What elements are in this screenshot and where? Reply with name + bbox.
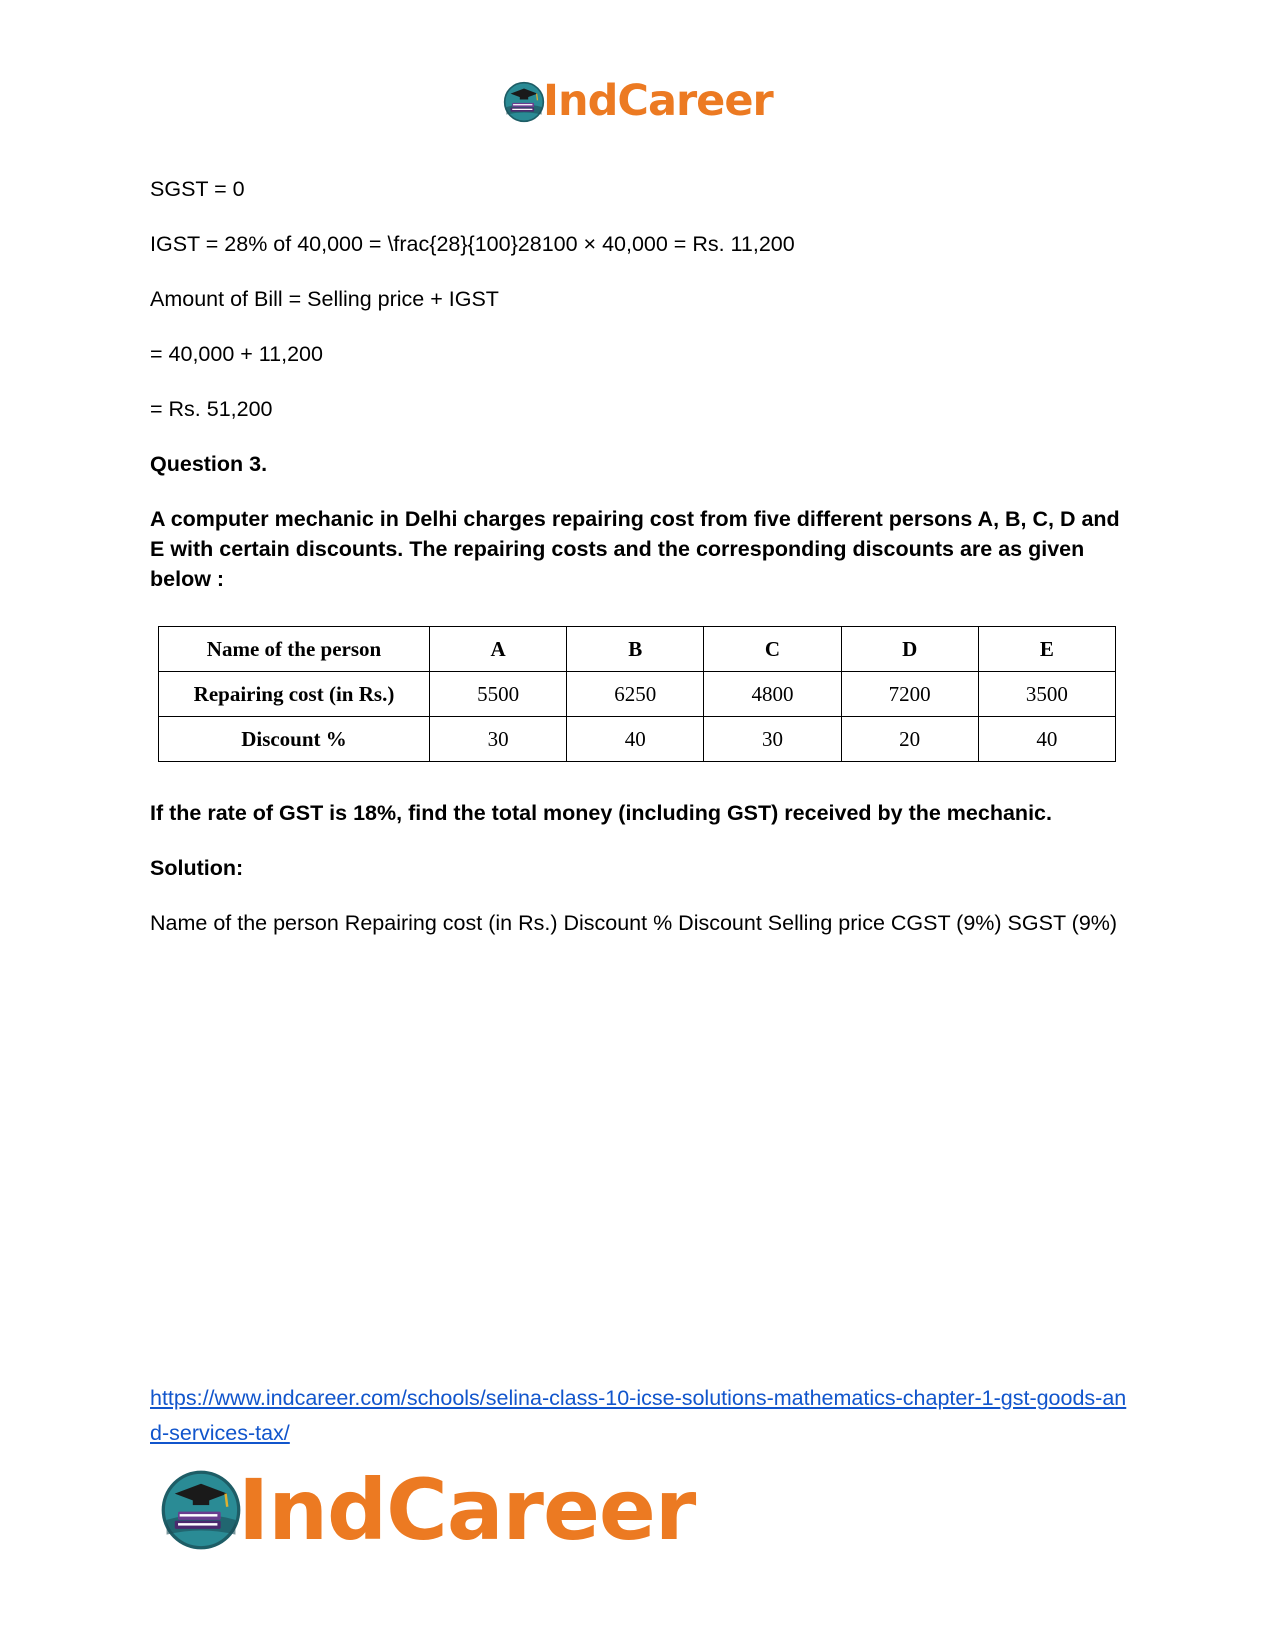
text-line: IGST = 28% of 40,000 = \frac{28}{100}28100 × 40,000 = Rs. 11,200 <box>150 232 795 256</box>
document-body <box>150 174 1130 938</box>
source-url-link[interactable]: https://www.indcareer.com/schools/selina-class-10-icse-solutions-mathematics-chapter-1-gst-goods-and-services-tax/ <box>150 1386 1127 1445</box>
table-cell: 5500 <box>430 672 567 717</box>
logo-emblem-icon <box>160 1469 242 1551</box>
question-text: A computer mechanic in Delhi charges repairing cost from five different persons A, B, C, D and E with certain discounts. The repairing costs and the corresponding discounts are as given below : <box>150 507 1120 591</box>
table-cell: 30 <box>704 717 841 762</box>
solution-label: Solution: <box>150 856 244 880</box>
table-row <box>159 717 1116 762</box>
table-header-cell: Name of the person <box>159 627 430 672</box>
table-cell: 30 <box>430 717 567 762</box>
text-line: Amount of Bill = Selling price + IGST <box>150 287 499 311</box>
table-cell: 7200 <box>841 672 978 717</box>
table-cell: 6250 <box>567 672 704 717</box>
repair-cost-table <box>158 626 1116 762</box>
text-line: = 40,000 + 11,200 <box>150 342 323 366</box>
table-cell: 40 <box>567 717 704 762</box>
table-row <box>159 672 1116 717</box>
table-cell: 40 <box>978 717 1115 762</box>
footer-logo <box>160 1461 696 1559</box>
question-label: Question 3. <box>150 452 268 476</box>
logo-emblem-icon <box>503 81 545 123</box>
table-cell: 4800 <box>704 672 841 717</box>
table-header-cell: A <box>430 627 567 672</box>
table-header-cell: B <box>567 627 704 672</box>
table-header-row <box>159 627 1116 672</box>
text-line: SGST = 0 <box>150 177 245 201</box>
table-cell: 3500 <box>978 672 1115 717</box>
header-logo-text: IndCareer <box>543 76 773 126</box>
solution-text: Name of the person Repairing cost (in Rs.) Discount % Discount Selling price CGST (9%) SGST (9%) <box>150 911 1118 935</box>
table-header-cell: D <box>841 627 978 672</box>
gst-question: If the rate of GST is 18%, find the total money (including GST) received by the mechanic. <box>150 801 1052 825</box>
table-row-label: Discount % <box>159 717 430 762</box>
text-line: = Rs. 51,200 <box>150 397 273 421</box>
table-row-label: Repairing cost (in Rs.) <box>159 672 430 717</box>
header-logo <box>503 76 773 126</box>
footer-logo-text: IndCareer <box>238 1461 696 1559</box>
table-header-cell: C <box>704 627 841 672</box>
table-header-cell: E <box>978 627 1115 672</box>
table-cell: 20 <box>841 717 978 762</box>
